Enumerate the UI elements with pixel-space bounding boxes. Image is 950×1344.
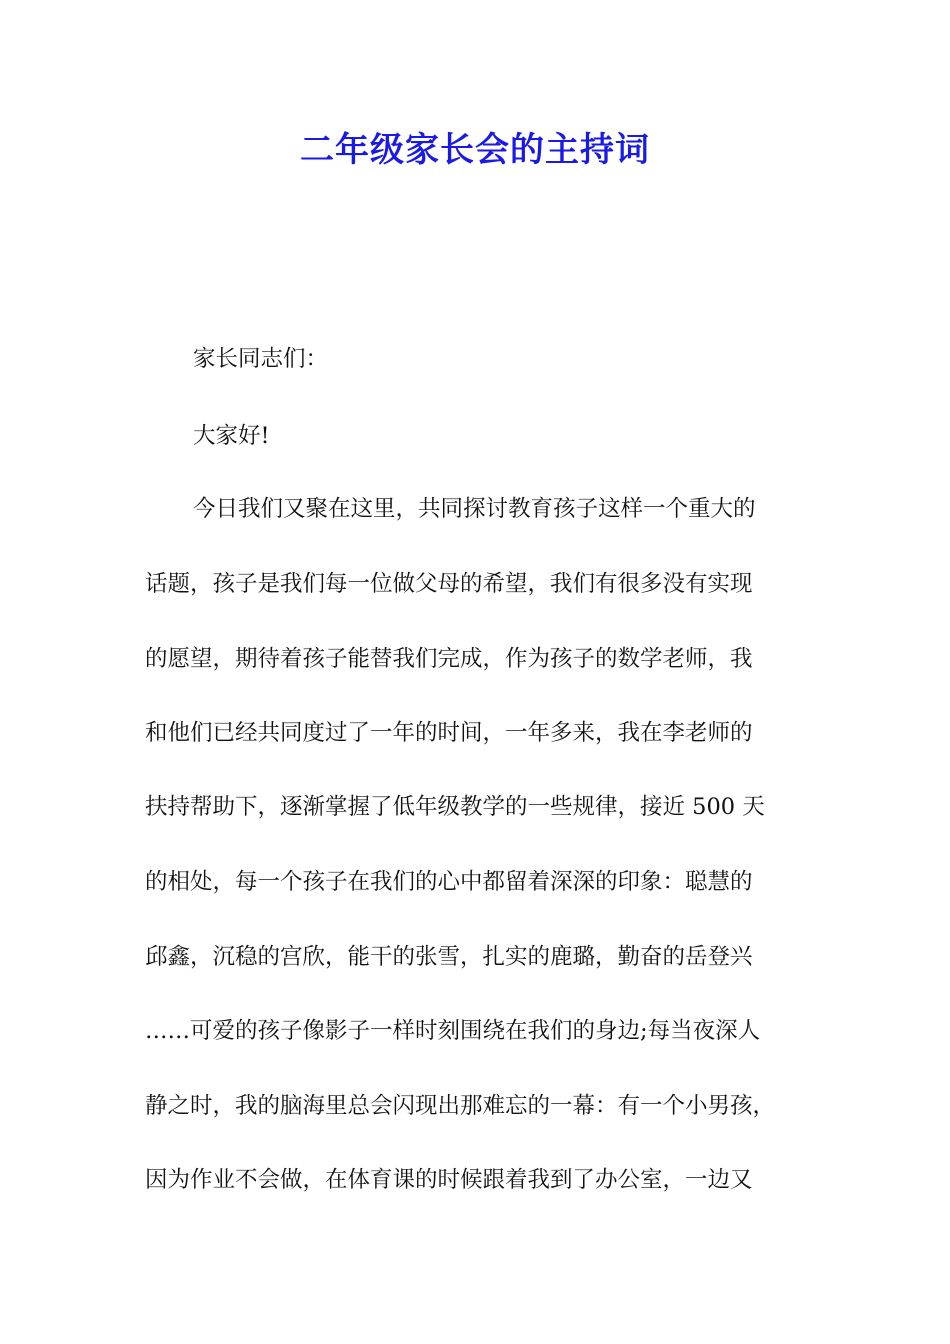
body-line-8: ……可爱的孩子像影子一样时刻围绕在我们的身边;每当夜深人 bbox=[145, 1018, 761, 1044]
body-line-1: 今日我们又聚在这里，共同探讨教育孩子这样一个重大的 bbox=[193, 496, 756, 522]
body-line-6: 的相处，每一个孩子在我们的心中都留着深深的印象：聪慧的 bbox=[145, 869, 753, 895]
greeting-line: 家长同志们： bbox=[193, 346, 329, 372]
document-title: 二年级家长会的主持词 bbox=[300, 130, 650, 170]
body-line-9: 静之时，我的脑海里总会闪现出那难忘的一幕：有一个小男孩， bbox=[145, 1093, 776, 1119]
body-line-5: 扶持帮助下，逐渐掌握了低年级教学的一些规律，接近 500 天 bbox=[145, 794, 765, 820]
body-line-2: 话题，孩子是我们每一位做父母的希望，我们有很多没有实现 bbox=[145, 571, 753, 597]
body-line-4: 和他们已经共同度过了一年的时间，一年多来，我在李老师的 bbox=[145, 720, 753, 746]
body-line-3: 的愿望，期待着孩子能替我们完成，作为孩子的数学老师，我 bbox=[145, 646, 753, 672]
body-line-7: 邱鑫，沉稳的宫欣，能干的张雪，扎实的鹿璐，勤奋的岳登兴 bbox=[145, 944, 753, 970]
body-line-10: 因为作业不会做，在体育课的时候跟着我到了办公室，一边又 bbox=[145, 1167, 753, 1193]
salutation-line: 大家好! bbox=[193, 423, 270, 449]
